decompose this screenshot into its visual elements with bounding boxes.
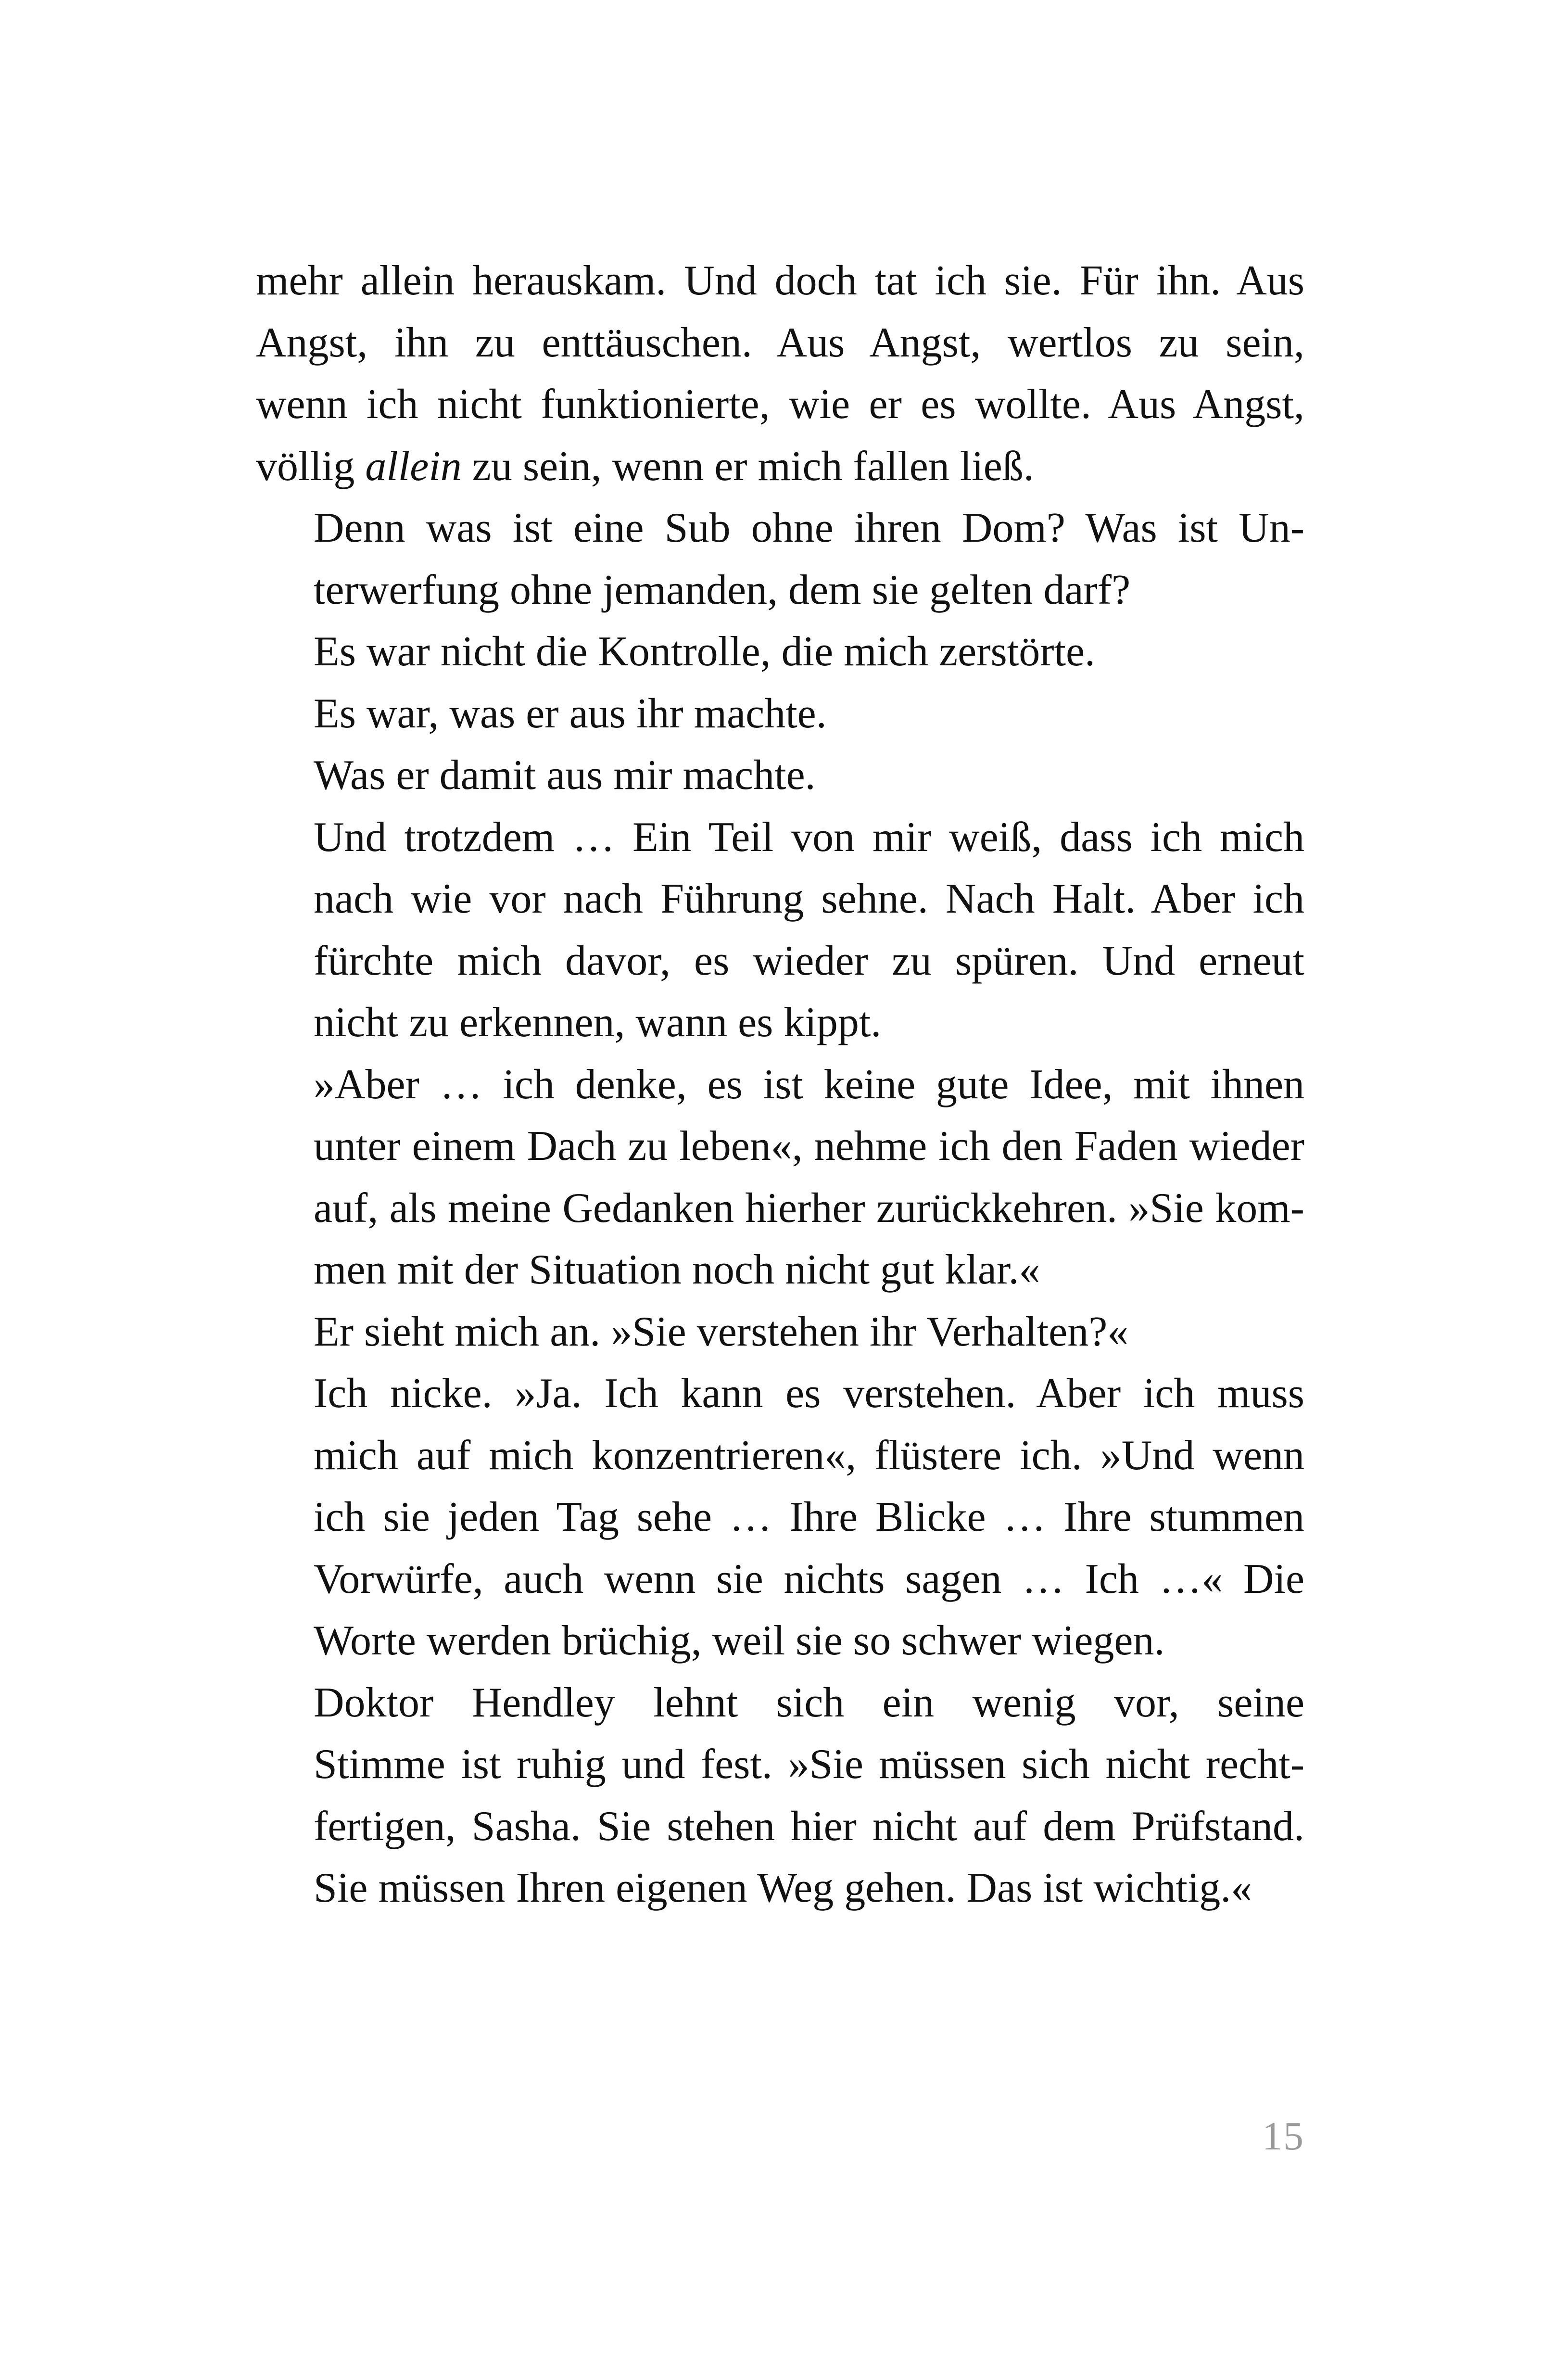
body-text xyxy=(256,250,1304,1919)
page-number: 15 xyxy=(1262,2114,1304,2159)
text-line: Er sieht mich an. »Sie verstehen ihr Verhalten?« xyxy=(314,1308,1129,1355)
paragraph xyxy=(256,250,1304,497)
text-line: men mit der Situation noch nicht gut klar.« xyxy=(314,1246,1040,1293)
text-line: Was er damit aus mir machte. xyxy=(314,752,816,799)
text-line: mehr allein herauskam. Und doch tat ich sie. Für ihn. Aus xyxy=(256,257,1304,304)
text-line: Angst, ihn zu enttäuschen. Aus Angst, wertlos zu sein, xyxy=(256,319,1304,366)
text-line xyxy=(256,436,1304,498)
text-line: wenn ich nicht funktionierte, wie er es wollte. Aus Angst, xyxy=(256,381,1304,428)
text-run: völlig xyxy=(256,443,366,490)
paragraph xyxy=(256,1363,1304,1672)
text-line: Worte werden brüchig, weil sie so schwer wiegen. xyxy=(314,1617,1165,1664)
text-line: Vorwürfe, auch wenn sie nichts sagen … Ich …« Die xyxy=(314,1555,1304,1602)
text-line: Denn was ist eine Sub ohne ihren Dom? Was ist Un- xyxy=(314,505,1304,551)
text-line: Es war, was er aus ihr machte. xyxy=(314,690,827,737)
paragraph xyxy=(256,745,1304,807)
text-line: terwerfung ohne jemanden, dem sie gelten darf? xyxy=(314,566,1131,613)
text-run: zu sein, wenn er mich fallen ließ. xyxy=(461,443,1034,490)
text-line: Ich nicke. »Ja. Ich kann es verstehen. Aber ich muss xyxy=(314,1370,1304,1417)
paragraph xyxy=(256,1672,1304,1919)
text-line: Es war nicht die Kontrolle, die mich zerstörte. xyxy=(314,628,1096,675)
paragraph xyxy=(256,807,1304,1054)
text-line: fertigen, Sasha. Sie stehen hier nicht auf dem Prüfstand. xyxy=(314,1803,1304,1850)
paragraph xyxy=(256,1301,1304,1363)
italic-word: allein xyxy=(365,443,462,490)
text-line: nicht zu erkennen, wann es kippt. xyxy=(314,999,882,1046)
text-line: Und trotzdem … Ein Teil von mir weiß, dass ich mich xyxy=(314,813,1304,861)
text-line: Doktor Hendley lehnt sich ein wenig vor, seine xyxy=(314,1679,1304,1726)
text-line: unter einem Dach zu leben«, nehme ich den Faden wieder xyxy=(314,1123,1304,1169)
text-line: Stimme ist ruhig und fest. »Sie müssen sich nicht recht- xyxy=(314,1741,1304,1788)
text-line: mich auf mich konzentrieren«, flüstere ich. »Und wenn xyxy=(314,1432,1304,1479)
text-line: Sie müssen Ihren eigenen Weg gehen. Das ist wichtig.« xyxy=(314,1865,1252,1911)
text-line: nach wie vor nach Führung sehne. Nach Halt. Aber ich xyxy=(314,876,1304,922)
text-line: »Aber … ich denke, es ist keine gute Idee, mit ihnen xyxy=(314,1061,1304,1108)
text-line: auf, als meine Gedanken hierher zurückkehren. »Sie kom- xyxy=(314,1184,1304,1232)
paragraph xyxy=(256,621,1304,683)
text-line: fürchte mich davor, es wieder zu spüren. Und erneut xyxy=(314,937,1304,984)
paragraph xyxy=(256,497,1304,621)
paragraph xyxy=(256,683,1304,745)
text-line: ich sie jeden Tag sehe … Ihre Blicke … Ihre stummen xyxy=(314,1494,1304,1540)
paragraph xyxy=(256,1054,1304,1301)
